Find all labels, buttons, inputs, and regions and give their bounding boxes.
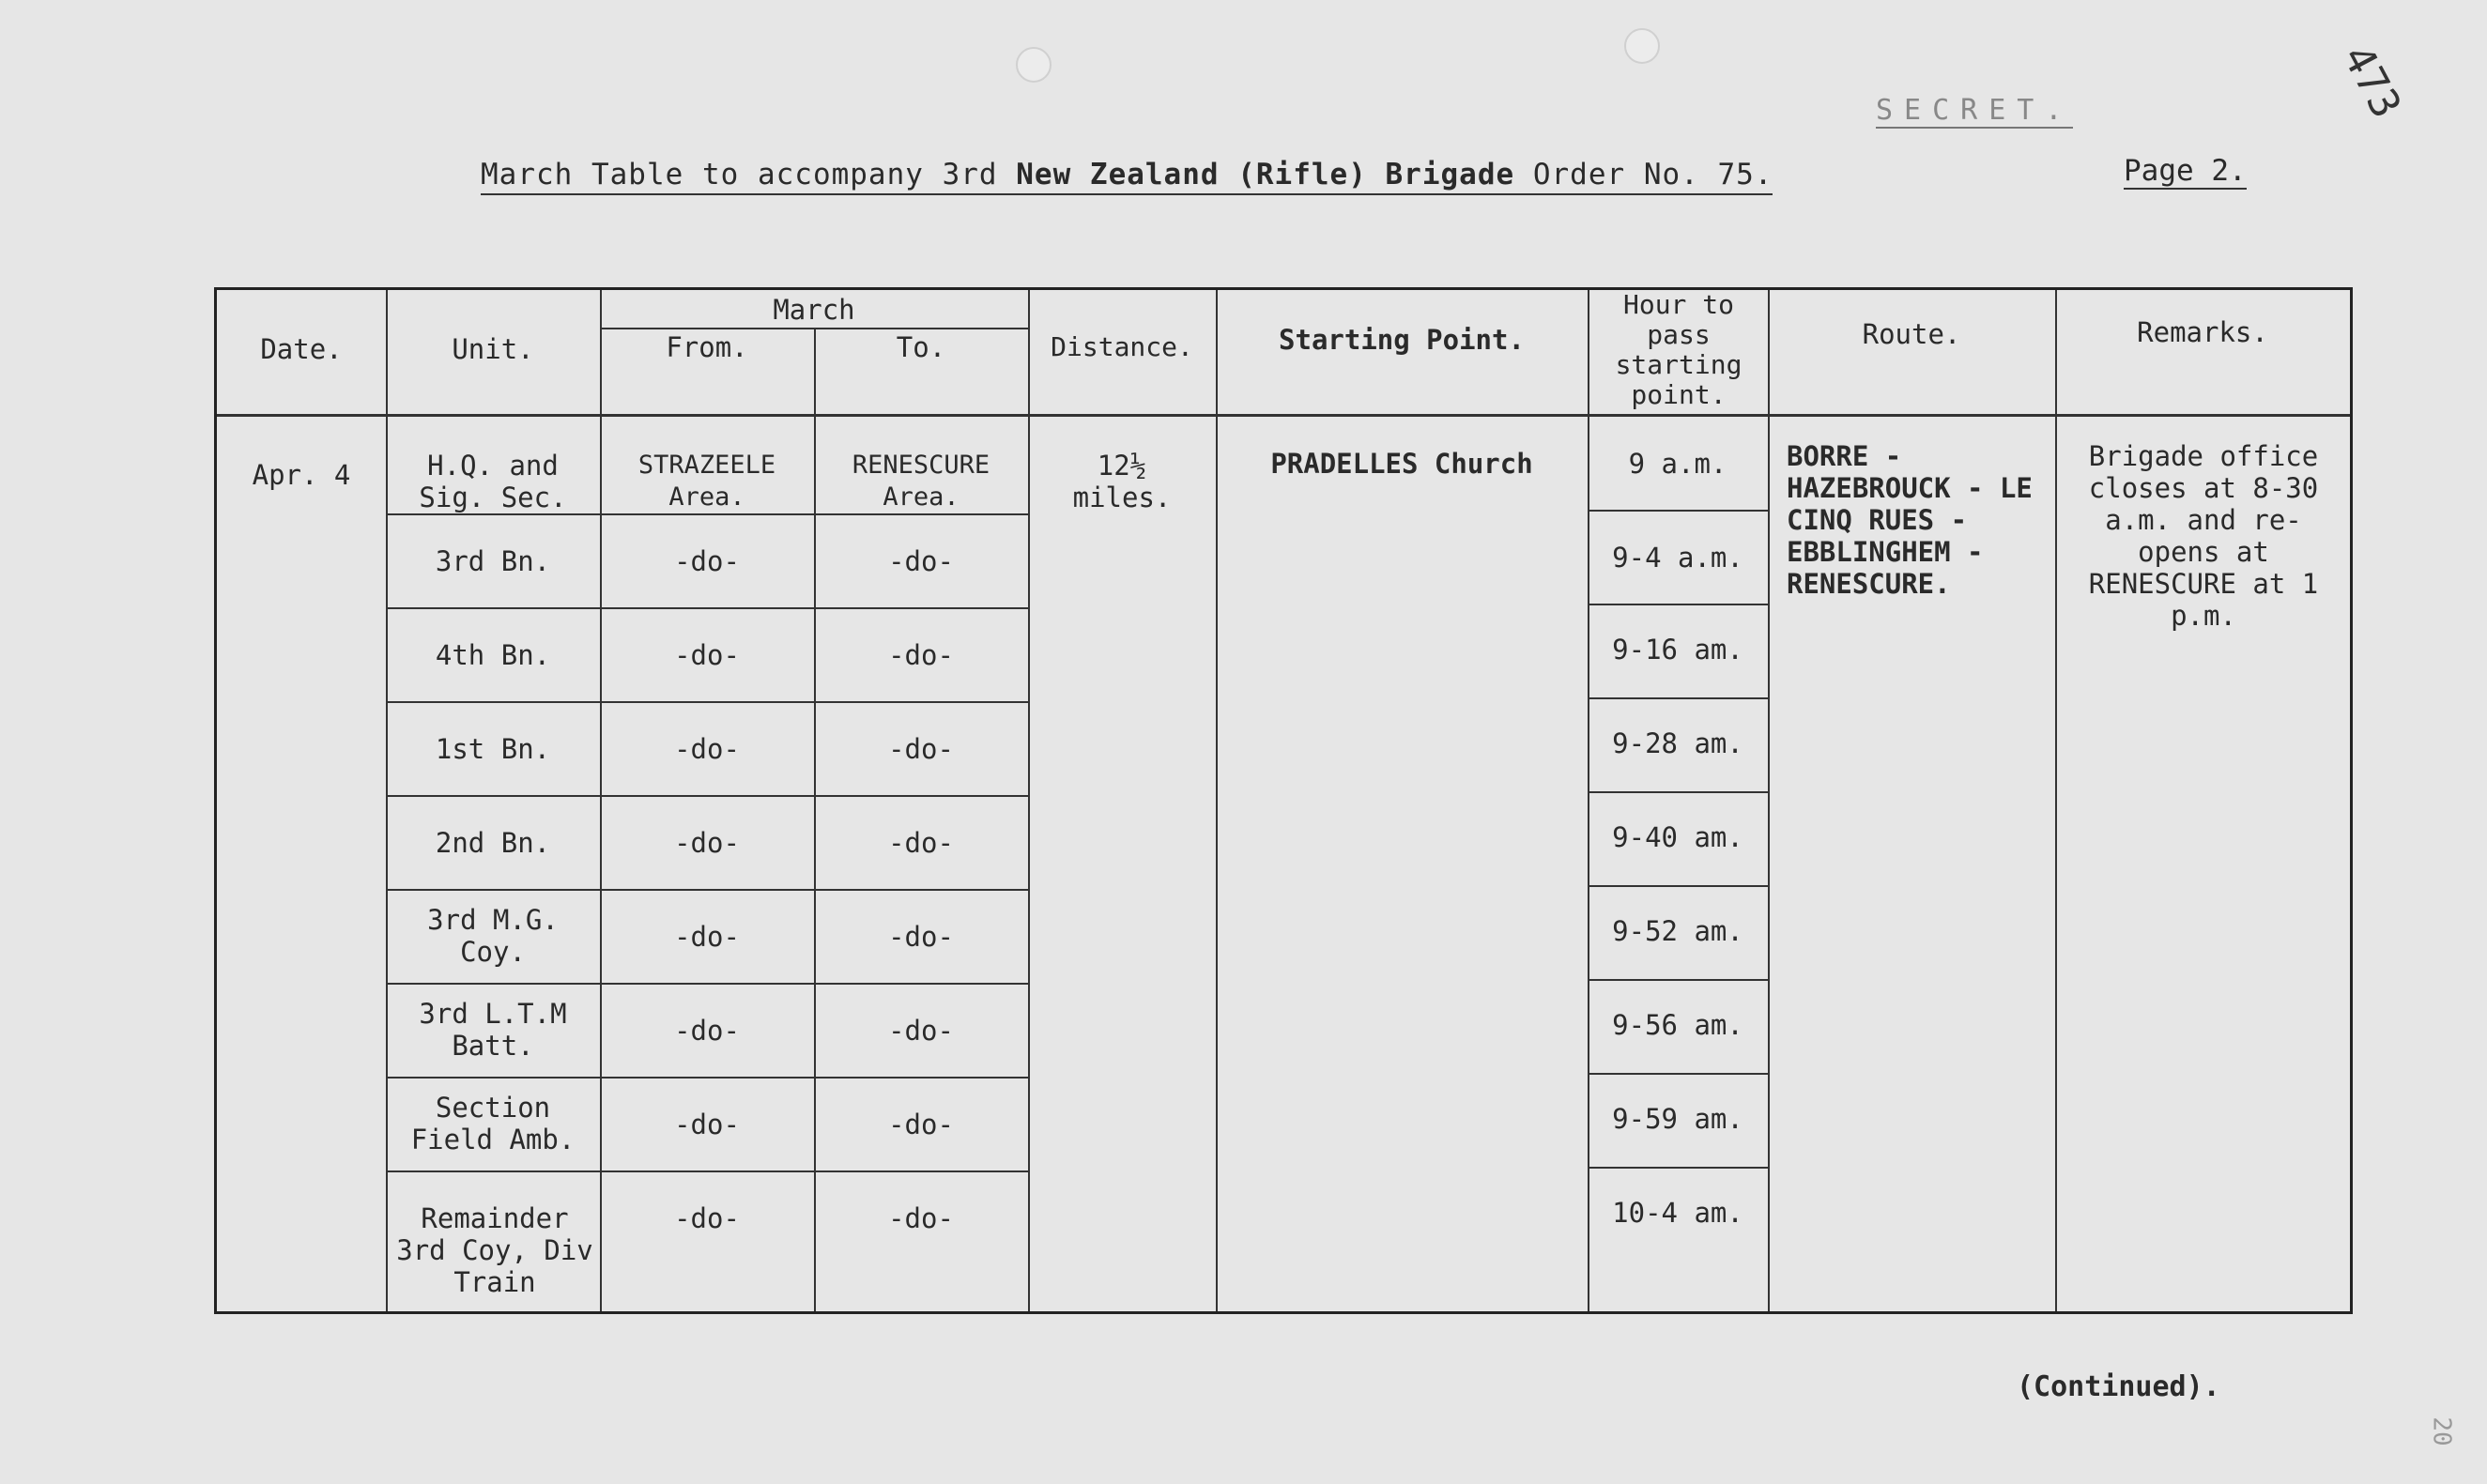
- header-date: Date.: [260, 333, 343, 365]
- col-divider: [1028, 290, 1030, 1311]
- from-cell: -do-: [674, 545, 740, 577]
- row-line: [386, 983, 1028, 985]
- header-route: Route.: [1862, 318, 1961, 350]
- unit-cell: H.Q. and Sig. Sec.: [419, 450, 567, 513]
- remarks-cell: Brigade office closes at 8-30 a.m. and re-opens at RENESCURE at 1 p.m.: [2088, 440, 2319, 632]
- hour-cell: 9 a.m.: [1628, 448, 1727, 480]
- unit-cell: 4th Bn.: [435, 639, 551, 671]
- hour-cell: 9-56 am.: [1612, 1009, 1743, 1041]
- from-cell: -do-: [674, 733, 740, 765]
- header-remarks: Remarks.: [2137, 316, 2268, 348]
- from-cell: -do-: [674, 1109, 740, 1140]
- hour-cell: 9-28 am.: [1612, 727, 1743, 759]
- to-cell: -do-: [888, 921, 954, 953]
- unit-cell: Section Field Amb.: [410, 1092, 576, 1155]
- document-title: [481, 158, 1773, 195]
- starting-point-cell: PRADELLES Church: [1270, 448, 1533, 480]
- march-subheader-line: [600, 328, 1028, 329]
- to-cell: -do-: [888, 1015, 954, 1047]
- col-divider: [814, 328, 816, 1311]
- row-line: [386, 607, 1028, 609]
- unit-cell: 3rd Bn.: [435, 545, 551, 577]
- from-cell: -do-: [674, 921, 740, 953]
- to-cell: -do-: [888, 1109, 954, 1140]
- row-line: [386, 1170, 1028, 1172]
- header-from: From.: [666, 331, 748, 363]
- col-divider: [1216, 290, 1218, 1311]
- header-unit: Unit.: [452, 333, 534, 365]
- row-line: [1588, 1073, 1768, 1075]
- from-cell: -do-: [674, 639, 740, 671]
- col-divider: [1768, 290, 1770, 1311]
- header-hour: Hour to pass starting point.: [1615, 289, 1742, 410]
- header-starting-point: Starting Point.: [1279, 324, 1525, 356]
- from-cell: -do-: [674, 827, 740, 859]
- to-cell: -do-: [888, 639, 954, 671]
- title-suffix: Order No. 75.: [1514, 158, 1773, 191]
- row-line: [386, 701, 1028, 703]
- unit-cell: 2nd Bn.: [435, 827, 551, 859]
- to-cell: -do-: [888, 733, 954, 765]
- to-cell: RENESCURE Area.: [852, 451, 990, 512]
- row-line: [386, 513, 1028, 515]
- header-bottom-line: [217, 414, 2350, 417]
- unit-cell: 3rd L.T.M Batt.: [419, 998, 567, 1062]
- col-divider: [600, 290, 602, 1311]
- col-divider: [2055, 290, 2057, 1311]
- row-line: [386, 795, 1028, 797]
- unit-cell: 3rd M.G. Coy.: [427, 904, 559, 968]
- margin-note: 20: [2427, 1416, 2456, 1446]
- row-line: [386, 889, 1028, 891]
- title-prefix: March Table to accompany 3rd: [481, 158, 1017, 191]
- hour-cell: 10-4 am.: [1612, 1197, 1743, 1229]
- header-distance: Distance.: [1051, 331, 1193, 362]
- col-divider: [386, 290, 388, 1311]
- row-line: [1588, 604, 1768, 605]
- from-cell: STRAZEELE Area.: [637, 451, 776, 512]
- date-cell: Apr. 4: [252, 459, 351, 491]
- to-cell: -do-: [888, 1202, 954, 1234]
- unit-cell: Remainder 3rd Coy, Div Train: [396, 1202, 593, 1298]
- page-number: Page 2.: [2124, 154, 2247, 188]
- from-cell: -do-: [674, 1202, 740, 1234]
- to-cell: -do-: [888, 545, 954, 577]
- hour-cell: 9-52 am.: [1612, 915, 1743, 947]
- route-cell: BORRE - HAZEBROUCK - LE CINQ RUES - EBBLINGHEM - RENESCURE.: [1787, 440, 2033, 600]
- hour-cell: 9-40 am.: [1612, 821, 1743, 853]
- row-line: [1588, 510, 1768, 512]
- distance-cell: 12½ miles.: [1072, 450, 1172, 513]
- row-line: [1588, 697, 1768, 699]
- hour-cell: 9-4 a.m.: [1612, 542, 1743, 574]
- unit-cell: 1st Bn.: [435, 733, 551, 765]
- row-line: [1588, 791, 1768, 793]
- header-to: To.: [896, 331, 946, 363]
- to-cell: -do-: [888, 827, 954, 859]
- header-march: March: [773, 294, 855, 326]
- row-line: [1588, 979, 1768, 981]
- hour-cell: 9-16 am.: [1612, 634, 1743, 666]
- punch-hole: [1624, 28, 1660, 64]
- row-line: [386, 1077, 1028, 1079]
- title-bold: New Zealand (Rifle) Brigade: [1016, 158, 1515, 191]
- folio-number: 473: [2332, 38, 2411, 127]
- col-divider: [1588, 290, 1589, 1311]
- from-cell: -do-: [674, 1015, 740, 1047]
- march-table: [214, 287, 2353, 1314]
- punch-hole: [1016, 47, 1052, 83]
- secret-stamp: SECRET.: [1876, 94, 2074, 127]
- continued-note: (Continued).: [2017, 1370, 2220, 1403]
- row-line: [1588, 1167, 1768, 1169]
- hour-cell: 9-59 am.: [1612, 1103, 1743, 1135]
- row-line: [1588, 885, 1768, 887]
